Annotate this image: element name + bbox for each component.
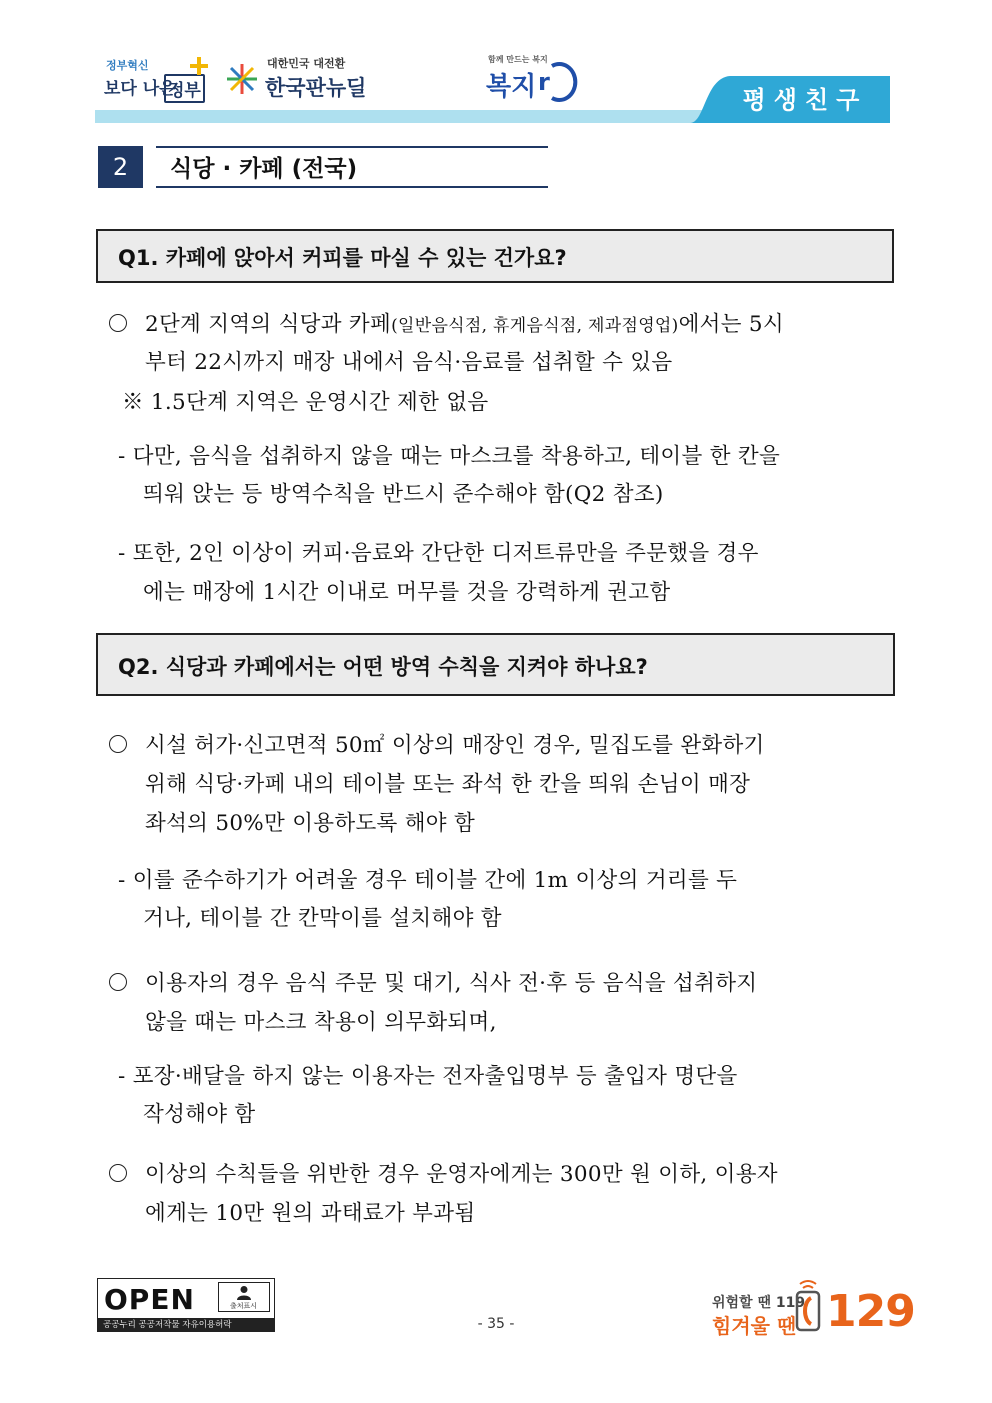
hotline-main-text: 힘겨울 땐 [712, 1314, 797, 1338]
q1-dash-2-line-2: 에는 매장에 1시간 이내로 머무를 것을 강력하게 권고함 [143, 580, 671, 605]
circle-bullet-icon [109, 314, 127, 332]
section-line-top [156, 146, 548, 148]
q2-paragraph-2-line-2: 않을 때는 마스크 착용이 의무화되며, [145, 1010, 497, 1035]
q1-dash-1-line-1: - 다만, 음식을 섭취하지 않을 때는 마스크를 착용하고, 테이블 한 칸을 [118, 444, 781, 469]
circle-bullet-icon [109, 973, 127, 991]
q1-p1-text-c: 에서는 5시 [678, 312, 784, 337]
logo3-big-text: 복지 [486, 72, 537, 102]
welfare-logo [482, 56, 582, 106]
q1-dash-2-line-1: - 또한, 2인 이상이 커피·음료와 간단한 디저트류만을 주문했을 경우 [118, 541, 759, 566]
q2-paragraph-1-line-2: 위해 식당·카페 내의 테이블 또는 좌석 한 칸을 띄워 손님이 매장 [145, 772, 751, 797]
q1-paragraph-1-line-2: 부터 22시까지 매장 내에서 음식·음료를 섭취할 수 있음 [145, 350, 673, 375]
q1-p1-text-b: (일반음식점, 휴게음식점, 제과점영업) [391, 316, 679, 336]
q1-paragraph-1-line-1 [145, 307, 784, 338]
logo3-small-text: 함께 만드는 복지 [488, 55, 548, 64]
question-q1: Q1. 카페에 앉아서 커피를 마실 수 있는 건가요? [118, 246, 567, 270]
q2-paragraph-1-line-1: 시설 허가·신고면적 50㎡ 이상의 매장인 경우, 밀집도를 완화하기 [145, 733, 765, 758]
section-number: 2 [98, 146, 143, 188]
logo3-big-text-r: r [538, 68, 550, 96]
question-box-q1 [96, 229, 894, 283]
q2-dash-2-line-2: 작성해야 함 [143, 1102, 256, 1127]
new-deal-star-icon [225, 62, 259, 96]
section-title: 식당 · 카페 (전국) [170, 156, 358, 182]
open-license-strip-text: 공공누리 공공저작물 자유이용허락 [103, 1320, 232, 1330]
q1-p1-text-a: 2단계 지역의 식당과 카페 [145, 312, 392, 337]
attribution-label: 출처표시 [229, 1302, 258, 1310]
q1-note: ※ 1.5단계 지역은 운영시간 제한 없음 [122, 390, 489, 415]
circle-bullet-icon [109, 1164, 127, 1182]
logo2-big-text: 한국판뉴딜 [265, 76, 367, 100]
q2-paragraph-3-line-1: 이상의 수칙들을 위반한 경우 운영자에게는 300만 원 이하, 이용자 [145, 1162, 778, 1187]
section-line-bottom [156, 186, 548, 188]
q2-dash-1-line-1: - 이를 준수하기가 어려울 경우 테이블 간에 1m 이상의 거리를 두 [118, 868, 738, 893]
logo2-small-text: 대한민국 대전환 [267, 57, 346, 70]
hotline-119-text: 위험할 땐 119 [712, 1295, 806, 1311]
question-q2: Q2. 식당과 카페에서는 어떤 방역 수칙을 지켜야 하나요? [118, 655, 648, 679]
header-tab-label: 평생친구 [742, 86, 868, 114]
gov-innovation-logo [104, 60, 214, 108]
circle-bullet-icon [109, 735, 127, 753]
q1-dash-1-line-2: 띄워 앉는 등 방역수칙을 반드시 준수해야 함(Q2 참조) [143, 482, 664, 507]
plus-icon [188, 55, 210, 77]
q2-paragraph-2-line-1: 이용자의 경우 음식 주문 및 대기, 식사 전·후 등 음식을 섭취하지 [145, 971, 758, 996]
logo1-small-text: 정부혁신 [106, 59, 149, 72]
question-box-q2 [96, 633, 895, 696]
korean-new-deal-logo [225, 58, 375, 106]
q2-dash-2-line-1: - 포장·배달을 하지 않는 이용자는 전자출입명부 등 출입자 명단을 [118, 1064, 738, 1089]
header [0, 0, 992, 130]
logo1-big-text-b: 정부 [164, 74, 205, 103]
welfare-arc-icon [544, 62, 578, 102]
open-license-strip [97, 1318, 275, 1332]
hotline-number: 129 [826, 1286, 915, 1337]
page-number: - 35 - [477, 1316, 515, 1332]
person-icon [236, 1285, 252, 1301]
phone-icon [794, 1278, 822, 1334]
q2-dash-1-line-2: 거나, 테이블 간 칸막이를 설치해야 함 [143, 906, 502, 931]
open-license-word: OPEN [104, 1283, 195, 1316]
q2-paragraph-3-line-2: 에게는 10만 원의 과태료가 부과됨 [145, 1201, 476, 1226]
attribution-box [218, 1282, 270, 1312]
logo1-big-text-a: 보다 나은 [104, 79, 176, 99]
q2-paragraph-1-line-3: 좌석의 50%만 이용하도록 해야 함 [145, 811, 476, 836]
